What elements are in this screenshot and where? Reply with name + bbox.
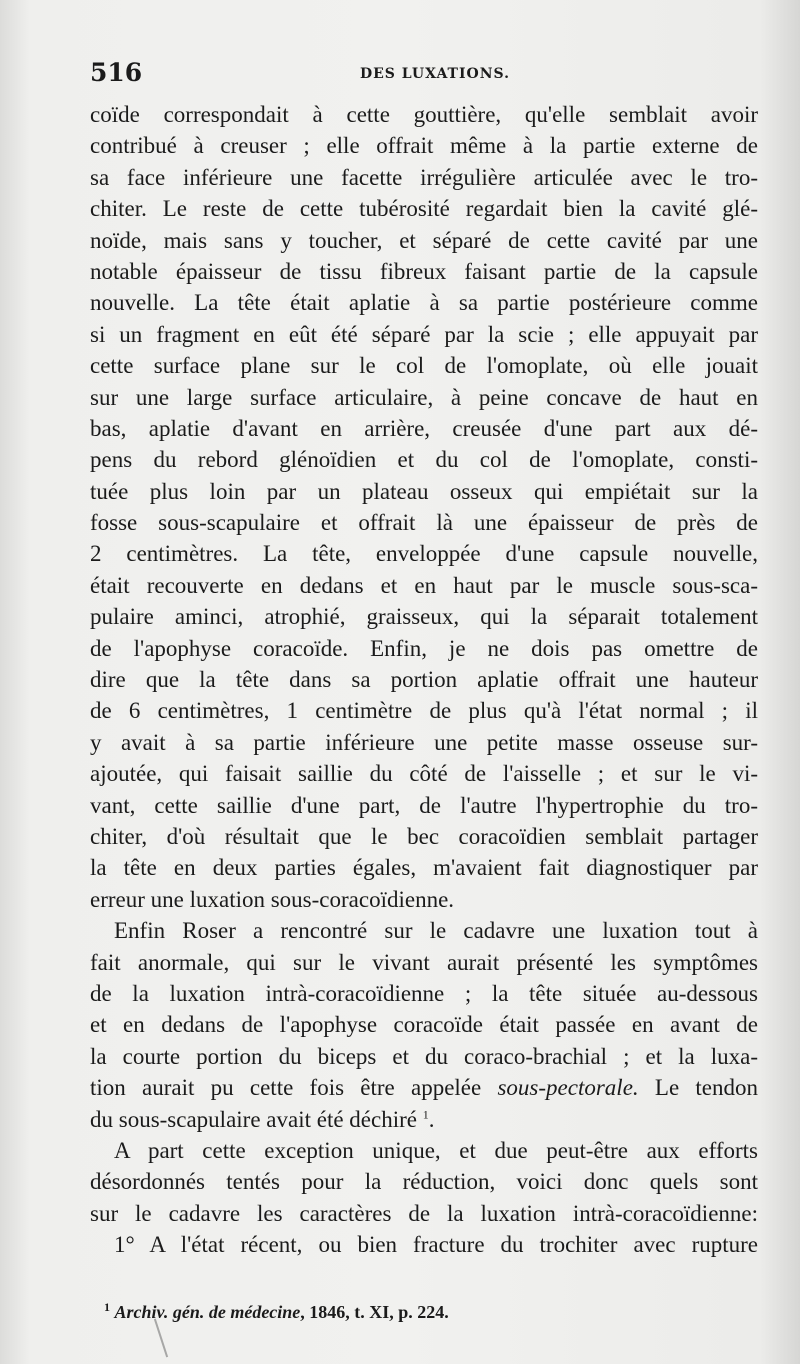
text-line: et en dedans de l'apophyse coracoïde était passée en avant de [90,1012,758,1038]
text-line: 2 centimètres. La tête, enveloppée d'une capsule nouvelle, [90,541,758,567]
text-line: était recouverte en dedans et en haut par le muscle sous-sca- [90,572,758,598]
text-line: noïde, mais sans y toucher, et séparé de cette cavité par une [90,227,758,253]
text-line: tuée plus loin par un plateau osseux qui empiétait sur la [90,478,758,504]
text-segment: Le tendon [654,1075,758,1101]
footnote-details: , 1846, t. XI, p. 224. [300,1302,449,1322]
footnote-reference: 1 [422,1106,429,1121]
text-line: pens du rebord glénoïdien et du col de l'omoplate, consti- [90,447,758,473]
footnote-journal: Archiv. gén. de médecine [114,1302,301,1322]
text-segment: du sous-scapulaire avait été déchiré [90,1106,417,1132]
text-line: cette surface plane sur le col de l'omoplate, où elle jouait [90,353,758,379]
footnote-marker: 1 [104,1300,110,1314]
text-line: nouvelle. La tête était aplatie à sa partie postérieure comme [90,290,758,316]
text-line: fosse sous-scapulaire et offrait là une épaisseur de près de [90,510,758,536]
text-line: dire que la tête dans sa portion aplatie offrait une hauteur [90,667,758,693]
text-line: désordonnés tentés pour la réduction, voici donc quels sont [90,1169,758,1195]
text-line: notable épaisseur de tissu fibreux faisant partie de la capsule [90,258,758,284]
paragraph-start-line: Enfin Roser a rencontré sur le cadavre une luxation tout à [114,918,758,944]
text-line: de 6 centimètres, 1 centimètre de plus qu'à l'état normal ; il [90,698,758,724]
text-line: de l'apophyse coracoïde. Enfin, je ne dois pas omettre de [90,635,758,661]
text-line-with-italic [90,1072,758,1103]
text-line: bas, aplatie d'avant en arrière, creusée d'une part aux dé- [90,415,758,441]
text-line-with-footnote-ref [90,1104,758,1135]
text-line: sur une large surface articulaire, à peine concave de haut en [90,384,758,410]
page-header [90,58,755,92]
running-head: DES LUXATIONS. [360,66,510,82]
text-line: contribué à creuser ; elle offrait même à la partie externe de [90,133,758,159]
text-line: de la luxation intrà-coracoïdienne ; la tête située au-dessous [90,980,758,1006]
italic-term: sous-pectorale. [497,1075,639,1101]
paragraph-start-line: A part cette exception unique, et due peut-être aux efforts [114,1137,758,1163]
body-text [90,99,758,1260]
text-line: 1° A l'état récent, ou bien fracture du trochiter avec rupture [114,1232,758,1258]
text-line: chiter, d'où résultait que le bec coracoïdien semblait partager [90,823,758,849]
scan-artifact-mark [154,1319,168,1358]
text-line: pulaire aminci, atrophié, graisseux, qui la séparait totalement [90,604,758,630]
text-line: sa face inférieure une facette irrégulière articulée avec le tro- [90,164,758,190]
text-line: chiter. Le reste de cette tubérosité regardait bien la cavité glé- [90,196,758,222]
text-line: y avait à sa partie inférieure une petite masse osseuse sur- [90,729,758,755]
text-line: la tête en deux parties égales, m'avaient fait diagnostiquer par [90,855,758,881]
text-line: erreur une luxation sous-coracoïdienne. [90,886,455,912]
text-line: si un fragment en eût été séparé par la scie ; elle appuyait par [90,321,758,347]
text-line: la courte portion du biceps et du coraco-brachial ; et la luxa- [90,1043,758,1069]
page-number: 516 [90,58,143,87]
text-line: coïde correspondait à cette gouttière, qu'elle semblait avoir [90,102,758,127]
text-line: fait anormale, qui sur le vivant aurait présenté les symptômes [90,949,758,975]
text-segment: tion aurait pu cette fois être appelée [90,1075,482,1101]
text-segment: . [428,1106,435,1132]
text-line: sur le cadavre les caractères de la luxation intrà-coracoïdienne: [90,1200,758,1226]
text-line: vant, cette saillie d'une part, de l'autre l'hypertrophie du tro- [90,792,758,818]
text-line: ajoutée, qui faisait saillie du côté de l'aisselle ; et sur le vi- [90,761,758,787]
